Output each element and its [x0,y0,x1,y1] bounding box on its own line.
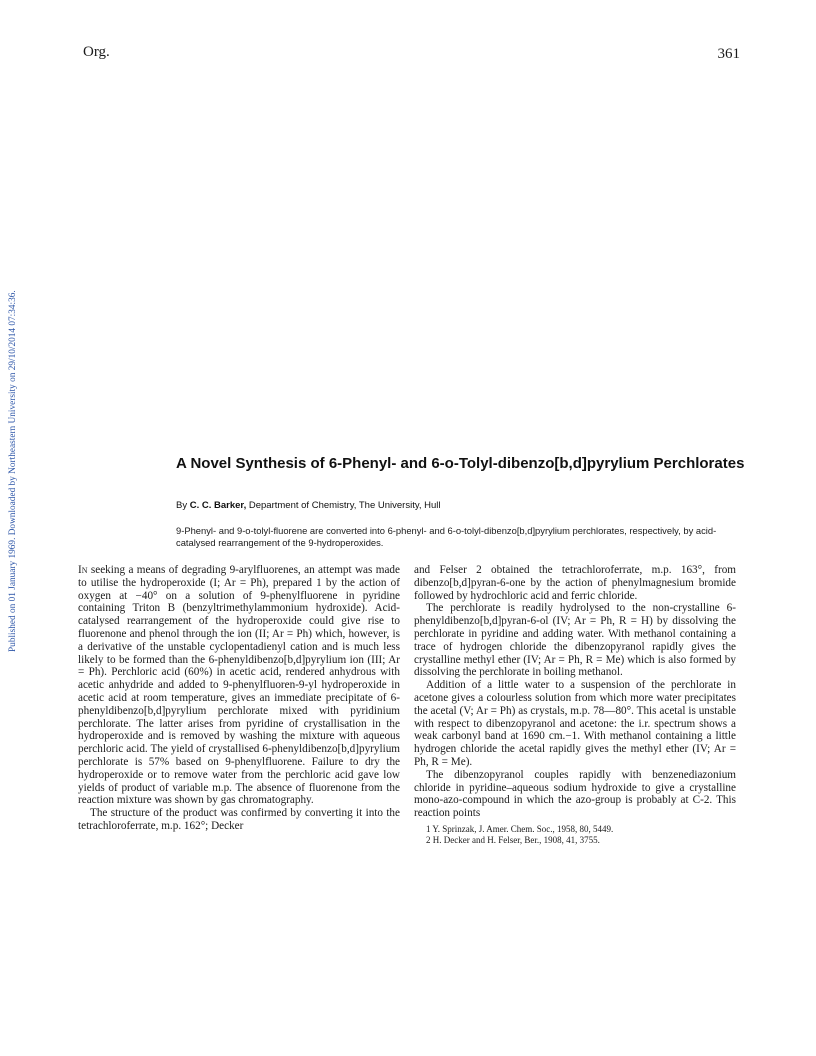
paragraph-1-text: seeking a means of degrading 9-arylfluorenes, an attempt was made to utilise the hydroperoxide (I; Ar = Ph), prepared 1 by the action of oxygen at −40° on a solution of 9-phenylfluorene in pyridine containing Triton B (benzyltrimethylammonium hydroxide). Acid-catalysed rearrangement of the hydroperoxide could give rise to fluorenone and phenol through the ion (II; Ar = Ph) which, however, is a derivative of the unstable cyclopentadienyl cation and is much less likely to be formed than the 6-phenyldibenzo[b,d]pyrylium ion (III; Ar = Ph). Perchloric acid (60%) in acetic acid, rendered anhydrous with acetic anhydride and added to 9-phenylfluoren-9-yl hydroperoxide in acetic acid at room temperature, gives an immediate precipitate of 6-phenyldibenzo[b,d]pyrylium perchlorate mixed with pyridinium perchlorate. The latter arises from pyridine of crystallisation in the hydroperoxide and is removed by washing the mixture with aqueous perchloric acid. The yield of crystallised 6-phenyldibenzo[b,d]pyrylium perchlorate is 57% based on 9-phenylfluorene. Failure to dry the hydroperoxide or to remove water from the perchloric acid gave low yields of product of variable m.p. The absence of fluorenone from the reaction mixture was shown by gas chromatography. [78,564,400,807]
left-column [78,564,400,833]
byline-prefix: By [176,500,190,511]
footnote-1: 1 Y. Sprinzak, J. Amer. Chem. Soc., 1958, 80, 5449. [426,823,614,834]
author-name: C. C. Barker, [189,500,247,511]
paragraph-2: The structure of the product was confirmed by converting it into the tetrachloroferrate, m.p. 162°; Decker [78,807,400,832]
affiliation: Department of Chemistry, The University, Hull [246,500,441,511]
drop-word: In [78,564,88,576]
byline [176,500,441,511]
journal-name: Org. [83,44,110,60]
paragraph-1 [78,564,400,807]
paragraph-4: The perchlorate is readily hydrolysed to the non-crystalline 6-phenyldibenzo[b,d]pyran-6-ol (IV; Ar = Ph, R = H) by dissolving the perchlorate in pyridine and adding water. With methanol containing a trace of hydrogen chloride the dibenzopyranol rapidly gives the crystalline methyl ether (IV; Ar = Ph, R = Me) which is also formed by dissolving the perchlorate in boiling methanol. [414,602,736,679]
page-number: 361 [717,46,740,62]
download-watermark[interactable]: Published on 01 January 1969. Downloaded by Northeastern University on 29/10/2014 07:34:36. [8,290,18,652]
paragraph-5: Addition of a little water to a suspension of the perchlorate in acetone gives a colourless solution from which more water precipitates the acetal (V; Ar = Ph) as crystals, m.p. 78—80°. This acetal is unstable with respect to dibenzopyranol and acetone: the i.r. spectrum shows a weak carbonyl band at 1690 cm.−1. With methanol containing a little hydrogen chloride the acetal rapidly gives the methyl ether (IV; Ar = Ph, R = Me). [414,679,736,768]
footnote-2: 2 H. Decker and H. Felser, Ber., 1908, 41, 3755. [426,834,600,845]
article-title: A Novel Synthesis of 6-Phenyl- and 6-o-Tolyl-dibenzo[b,d]pyrylium Perchlorates [176,455,745,472]
right-column [414,564,736,846]
abstract: 9-Phenyl- and 9-o-tolyl-fluorene are converted into 6-phenyl- and 6-o-tolyl-dibenzo[b,d]pyrylium perchlorates, respectively, by acid-catalysed rearrangement of the 9-hydroperoxides. [176,525,717,548]
paragraph-6: The dibenzopyranol couples rapidly with benzenediazonium chloride in pyridine–aqueous sodium hydroxide to give a crystalline mono-azo-compound in which the azo-group is probably at C-2. This reaction points [414,768,736,820]
footnotes [414,824,736,846]
paragraph-3: and Felser 2 obtained the tetrachloroferrate, m.p. 163°, from dibenzo[b,d]pyran-6-one by the action of phenylmagnesium bromide followed by hydrochloric acid and ferric chloride. [414,564,736,602]
